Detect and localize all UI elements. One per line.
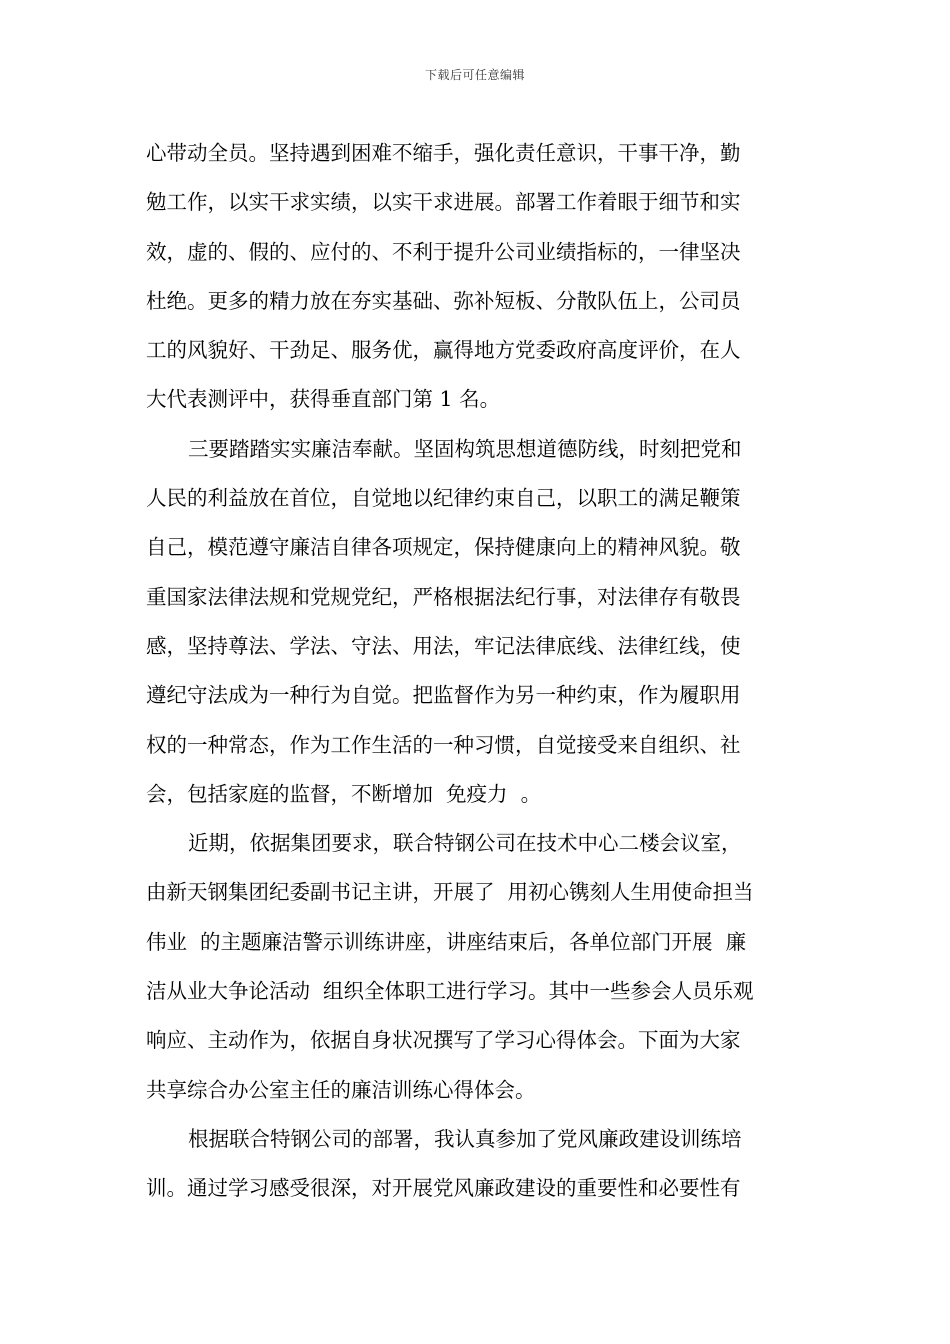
paragraph-first-line: 三要踏踏实实廉洁奉献。坚固构筑思想道德防线，时刻把党和 [188, 436, 742, 461]
document-body [146, 129, 814, 1214]
text-line: 响应、主动作为，依据自身状况撰写了学习心得体会。下面为大家 [146, 1028, 741, 1053]
text-line: 感，坚持尊法、学法、守法、用法，牢记法律底线、法律红线，使 [146, 633, 741, 658]
text-line: 权的一种常态，作为工作生活的一种习惯，自觉接受来自组织、社 [146, 732, 741, 757]
page-header: 下载后可任意编辑 [424, 68, 525, 82]
text-line: 心带动全员。坚持遇到困难不缩手，强化责任意识，干事干净，勤 [146, 141, 741, 165]
text-line: 由新天钢集团纪委副书记主讲，开展了 用初心镌刻人生用使命担当 [146, 880, 754, 905]
text-line: 训。通过学习感受很深，对开展党风廉政建设的重要性和必要性有 [146, 1176, 741, 1201]
paragraph-first-line: 根据联合特钢公司的部署，我认真参加了党风廉政建设训练培 [188, 1126, 742, 1151]
text-line: 重国家法律法规和党规党纪，严格根据法纪行事，对法律存有敬畏 [146, 584, 741, 609]
text-line: 共享综合办公室主任的廉洁训练心得体会。 [146, 1077, 536, 1102]
text-line: 效，虚的、假的、应付的、不利于提升公司业绩指标的，一律坚决 [146, 239, 741, 264]
text-line: 大代表测评中，获得垂直部门第 1 名。 [146, 387, 501, 412]
text-line: 勉工作，以实干求实绩，以实干求进展。部署工作着眼于细节和实 [146, 190, 741, 215]
text-line: 遵纪守法成为一种行为自觉。把监督作为另一种约束，作为履职用 [146, 683, 741, 708]
paragraph-first-line: 近期，依据集团要求，联合特钢公司在技术中心二楼会议室， [188, 831, 742, 856]
text-line: 工的风貌好、干劲足、服务优，赢得地方党委政府高度评价，在人 [146, 338, 741, 363]
text-line: 人民的利益放在首位，自觉地以纪律约束自己，以职工的满足鞭策 [146, 486, 741, 511]
text-line: 杜绝。更多的精力放在夯实基础、弥补短板、分散队伍上，公司员 [146, 288, 741, 313]
text-line: 会，包括家庭的监督，不断增加 免疫力 。 [146, 781, 542, 806]
text-line: 洁从业大争论活动 组织全体职工进行学习。其中一些参会人员乐观 [146, 979, 754, 1004]
text-line: 自己，模范遵守廉洁自律各项规定，保持健康向上的精神风貌。敬 [146, 535, 741, 560]
text-line: 伟业 的主题廉洁警示训练讲座，讲座结束后，各单位部门开展 廉 [146, 929, 747, 954]
